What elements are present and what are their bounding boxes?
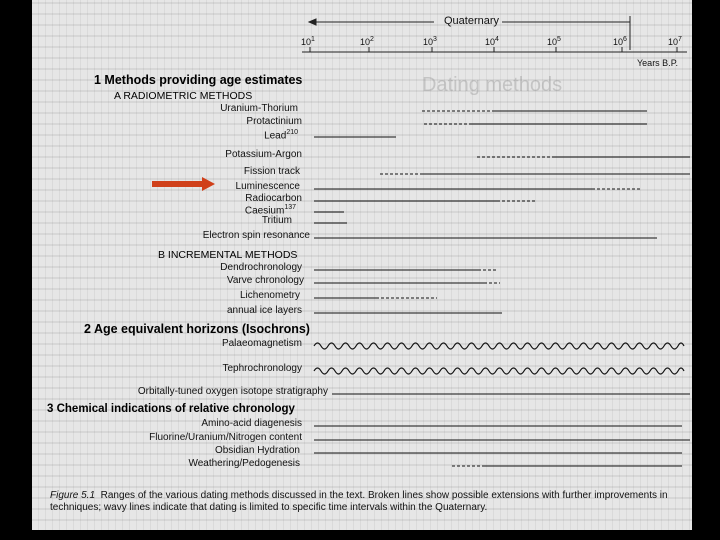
method-label (138, 386, 328, 397)
method-name: Electron spin resonance (202, 230, 310, 241)
heading-age-equivalent: 2 Age equivalent horizons (Isochrons) (84, 322, 310, 336)
method-label (240, 290, 300, 301)
range-wavy-line (314, 368, 684, 374)
caption-text: Ranges of the various dating methods discussed in the text. Broken lines show possible extensions with further improvements in techniques; wavy lines indicate that dating is limited to specific time intervals within the Quaternary. (50, 490, 668, 513)
method-name: Uranium-Thorium (220, 103, 298, 114)
method-label (227, 305, 302, 316)
method-ranges (314, 111, 690, 466)
method-label (264, 129, 298, 141)
method-name: Tritium (261, 215, 292, 226)
axis-tick-label (423, 36, 437, 47)
method-name: Amino-acid diagenesis (201, 418, 302, 429)
method-name: Dendrochronology (220, 262, 302, 273)
range-wavy-line (314, 343, 684, 349)
tick-exponent: 3 (433, 36, 437, 43)
caption-figure-number: Figure 5.1 (50, 490, 96, 501)
axis-tick-label (301, 36, 315, 47)
method-label (262, 215, 292, 226)
tick-base: 10 (485, 37, 496, 47)
method-label (222, 338, 302, 349)
method-name: Obsidian Hydration (214, 445, 300, 456)
method-label (220, 103, 298, 114)
method-name: annual ice layers (226, 305, 302, 316)
axis-ticks (310, 47, 677, 52)
method-name: Weathering/Pedogenesis (188, 458, 300, 469)
tick-exponent: 6 (623, 36, 627, 43)
heading-incremental: B INCREMENTAL METHODS (158, 249, 298, 261)
method-label (203, 230, 310, 241)
method-name: Potassium-Argon (225, 149, 302, 160)
method-name: Tephrochronology (222, 363, 302, 374)
axis-tick-label (613, 36, 627, 47)
method-label (201, 418, 302, 429)
method-name: Palaeomagnetism (221, 338, 302, 349)
red-arrow-icon (152, 177, 216, 191)
method-name: Fission track (243, 166, 300, 177)
method-name: Protactinium (246, 116, 302, 127)
tick-exponent: 2 (370, 36, 374, 43)
tick-base: 10 (360, 37, 371, 47)
method-name: Caesium (244, 205, 285, 217)
method-name: Radiocarbon (245, 193, 302, 204)
method-name: Orbitally-tuned oxygen isotope stratigraphy (137, 386, 328, 397)
tick-base: 10 (613, 37, 624, 47)
background-heading: Dating methods (422, 74, 563, 96)
tick-exponent: 4 (495, 36, 499, 43)
tick-base: 10 (668, 37, 679, 47)
method-name: Luminescence (235, 181, 300, 192)
tick-exponent: 1 (311, 36, 315, 43)
method-label (244, 166, 300, 177)
axis-tick-label (360, 36, 374, 47)
quaternary-label: Quaternary (444, 15, 500, 27)
heading-radiometric: A RADIOMETRIC METHODS (114, 90, 253, 102)
tick-exponent: 5 (557, 36, 561, 43)
years-bp-label: Years B.P. (637, 58, 679, 68)
method-name: Varve chronology (226, 275, 304, 286)
method-label (236, 181, 300, 192)
tick-exponent: 7 (678, 36, 682, 43)
method-label (246, 116, 302, 127)
method-label (223, 363, 303, 374)
method-label (227, 275, 304, 286)
tick-base: 10 (301, 37, 312, 47)
method-label (215, 445, 300, 456)
tick-base: 10 (423, 37, 434, 47)
book-page (32, 0, 692, 530)
method-label (245, 193, 302, 204)
method-label (220, 262, 302, 273)
tick-base: 10 (547, 37, 558, 47)
method-name: Lichenometry (239, 290, 300, 301)
method-name: Lead (264, 130, 287, 142)
axis-tick-label (485, 36, 499, 47)
figure-caption (50, 490, 670, 514)
method-name: Fluorine/Uranium/Nitrogen content (149, 432, 302, 443)
method-superscript: 210 (286, 129, 298, 136)
method-superscript: 137 (284, 204, 296, 211)
method-label (149, 432, 302, 443)
method-label (188, 458, 300, 469)
heading-age-estimates: 1 Methods providing age estimates (94, 73, 303, 87)
axis-tick-label (547, 36, 561, 47)
axis-tick-label (668, 36, 682, 47)
heading-chemical: 3 Chemical indications of relative chronology (47, 403, 295, 415)
method-label (225, 149, 302, 160)
